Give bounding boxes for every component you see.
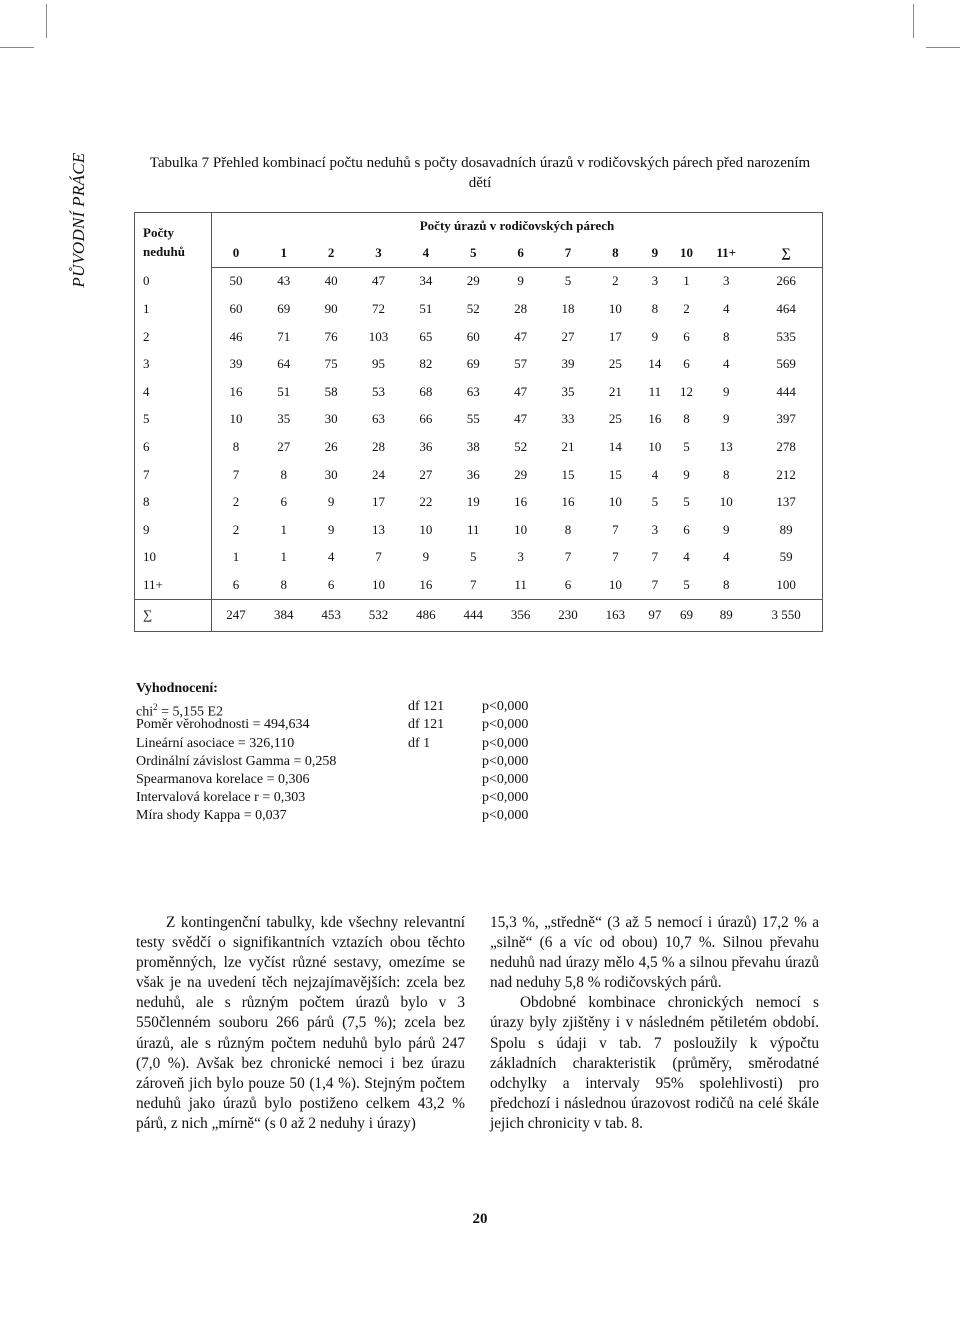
table-row <box>135 323 823 351</box>
table-cell: 29 <box>466 273 480 289</box>
table-cell: 47 <box>514 328 528 344</box>
stat-label: Ordinální závislost Gamma = 0,258 <box>136 753 337 769</box>
table-cell: 29 <box>514 466 528 482</box>
table-cell: 58 <box>324 383 338 399</box>
stat-df: df 1 <box>408 735 431 751</box>
table-cell: 6 <box>280 494 288 510</box>
table-cell: 89 <box>750 516 822 544</box>
table-cell: 10 <box>372 576 386 592</box>
table-cell: 10 <box>608 300 622 316</box>
table-cell: 11 <box>467 521 480 537</box>
table-cell: 18 <box>561 300 575 316</box>
table-row <box>135 378 823 406</box>
table-cell: 34 <box>419 273 433 289</box>
table-row <box>135 516 823 544</box>
table-cell: 11 <box>648 383 662 399</box>
column-header: 4 <box>402 239 449 267</box>
table-cell: 13 <box>719 438 733 454</box>
row-label: 6 <box>135 433 212 461</box>
stat-label: Poměr věrohodnosti = 494,634 <box>136 717 310 733</box>
table-cell: 4 <box>327 549 335 565</box>
table-cell: 68 <box>419 383 433 399</box>
table-cell: 51 <box>419 300 433 316</box>
row-header-line2: neduhů <box>143 244 185 260</box>
stat-label: Intervalová korelace r = 0,303 <box>136 790 306 806</box>
table-cell: 8 <box>722 576 730 592</box>
table-cell: 1 <box>212 544 261 572</box>
table-cell: 137 <box>750 488 822 516</box>
table-cell: 30 <box>324 411 338 427</box>
row-label: 2 <box>135 323 212 351</box>
table-cell: 7 <box>375 549 382 565</box>
table-cell: 3 550 <box>750 599 822 631</box>
table-cell: 27 <box>561 328 575 344</box>
table-cell: 36 <box>466 466 480 482</box>
table-cell: 7 <box>470 576 477 592</box>
table-cell: 10 <box>608 576 622 592</box>
table-cell: 97 <box>639 599 671 631</box>
table-cell: 60 <box>212 295 261 323</box>
table-cell: 38 <box>466 438 480 454</box>
table-cell: 4 <box>683 549 690 565</box>
evaluation-row <box>136 698 529 720</box>
table-cell: 10 <box>719 494 733 510</box>
column-header: 0 <box>212 239 261 267</box>
table-cell: 39 <box>561 356 575 372</box>
column-header: 8 <box>592 239 639 267</box>
table-row <box>135 295 823 323</box>
table-cell: 4 <box>651 466 659 482</box>
row-label: ∑ <box>135 599 212 631</box>
table-cell: 397 <box>750 406 822 434</box>
row-header-cell <box>135 213 212 268</box>
table-row <box>135 571 823 599</box>
table-row <box>135 488 823 516</box>
table-cell: 6 <box>564 576 572 592</box>
evaluation-title: Vyhodnocení: <box>136 681 218 696</box>
table-cell: 89 <box>702 599 750 631</box>
contingency-table <box>134 212 823 632</box>
table-cell: 47 <box>514 411 528 427</box>
row-label: 0 <box>135 267 212 295</box>
table-cell: 52 <box>514 438 528 454</box>
table-cell: 59 <box>750 544 822 572</box>
table-cell: 10 <box>419 521 433 537</box>
row-label: 1 <box>135 295 212 323</box>
table-cell: 8 <box>564 521 572 537</box>
table-cell: 163 <box>592 599 639 631</box>
table-cell: 39 <box>212 350 261 378</box>
stat-p: p<0,000 <box>482 735 529 751</box>
stat-p: p<0,000 <box>482 808 529 824</box>
table-row <box>135 544 823 572</box>
evaluation-row <box>136 789 529 807</box>
table-cell: 66 <box>419 411 433 427</box>
table-cell: 33 <box>561 411 575 427</box>
table-cell: 17 <box>608 328 622 344</box>
table-cell: 3 <box>651 273 659 289</box>
table-cell: 8 <box>651 300 659 316</box>
table-row <box>135 461 823 489</box>
text-column-right <box>490 913 819 1134</box>
table-cell: 569 <box>750 350 822 378</box>
table-cell: 14 <box>608 438 622 454</box>
table-cell: 2 <box>212 516 261 544</box>
table-row <box>135 406 823 434</box>
table-cell: 50 <box>212 267 261 295</box>
table-cell: 266 <box>750 267 822 295</box>
table-cell: 5 <box>470 549 477 565</box>
column-header: 7 <box>544 239 591 267</box>
row-label: 5 <box>135 406 212 434</box>
table-cell: 7 <box>564 549 572 565</box>
table-cell: 8 <box>212 433 261 461</box>
table-cell: 26 <box>324 438 338 454</box>
table-cell: 9 <box>722 383 730 399</box>
evaluation-row <box>136 716 529 734</box>
text-column-left <box>136 913 465 1134</box>
row-label: 11+ <box>135 571 212 599</box>
stat-df: df 121 <box>408 717 445 733</box>
table-cell: 10 <box>648 438 662 454</box>
table-cell: 25 <box>608 411 622 427</box>
table-cell: 9 <box>327 521 335 537</box>
table-cell: 7 <box>612 521 619 537</box>
table-cell: 4 <box>722 549 730 565</box>
page-number: 20 <box>472 1211 488 1227</box>
group-header: Počty úrazů v rodičovských párech <box>212 213 823 240</box>
table-cell: 9 <box>683 466 690 482</box>
table-row <box>135 267 823 295</box>
table-cell: 75 <box>324 356 338 372</box>
table-cell: 71 <box>277 328 291 344</box>
table-cell: 69 <box>466 356 480 372</box>
table-cell: 1 <box>280 521 288 537</box>
table-cell: 7 <box>651 576 659 592</box>
table-cell: 2 <box>612 273 619 289</box>
table-cell: 9 <box>651 328 659 344</box>
table-cell: 47 <box>372 273 386 289</box>
row-label: 9 <box>135 516 212 544</box>
table-cell: 5 <box>683 576 690 592</box>
table-cell: 76 <box>324 328 338 344</box>
stat-label: Lineární asociace = 326,110 <box>136 735 295 751</box>
table-cell: 6 <box>683 521 690 537</box>
table-cell: 28 <box>514 300 528 316</box>
table-cell: 4 <box>722 300 730 316</box>
column-header: 10 <box>671 239 703 267</box>
row-label: 10 <box>135 544 212 572</box>
table-cell: 9 <box>722 411 730 427</box>
column-header: ∑ <box>750 239 822 267</box>
table-cell: 8 <box>722 328 730 344</box>
table-cell: 40 <box>324 273 338 289</box>
table-cell: 356 <box>497 599 544 631</box>
table-cell: 6 <box>327 576 335 592</box>
stat-label: Spearmanova korelace = 0,306 <box>136 771 310 787</box>
table-cell: 69 <box>671 599 703 631</box>
table-cell: 5 <box>651 494 659 510</box>
crop-mark-top-right-h <box>926 47 960 48</box>
table-cell: 16 <box>419 576 433 592</box>
table-cell: 53 <box>372 383 386 399</box>
table-row <box>135 433 823 461</box>
table-cell: 444 <box>450 599 497 631</box>
stat-p: p<0,000 <box>482 699 529 715</box>
table-cell: 43 <box>277 273 291 289</box>
table-cell: 90 <box>324 300 338 316</box>
table-cell: 21 <box>608 383 622 399</box>
table-caption: Tabulka 7 Přehled kombinací počtu neduhů s počty dosavadních úrazů v rodičovských párech před narozením dětí <box>149 155 811 191</box>
table-cell: 28 <box>372 438 386 454</box>
table-row <box>135 350 823 378</box>
crop-mark-top-left-h <box>0 47 34 48</box>
body-paragraph: Z kontingenční tabulky, kde všechny relevantní testy svědčí o signifikantních vztazích obou těchto proměnných, lze vyčíst různé sestavy, omezíme se však je na uvedení těch nejzajímavějších: zcela bez neduhů, ale s různým počtem úrazů bylo v 3 550členném souboru 266 párů (7,5 %); zcela bez úrazů, ale s různým počtem neduhů bylo párů 247 (7,0 %). Avšak bez chronické nemoci i bez úrazu zároveň jich bylo pouze 50 (1,4 %). Stejným počtem neduhů jako úrazů bylo postiženo celkem 43,2 % párů, z nich „mírně“ (s 0 až 2 neduhy i úrazy) <box>136 914 465 1132</box>
table-cell: 16 <box>648 411 662 427</box>
table-cell: 14 <box>648 356 662 372</box>
table-cell: 35 <box>277 411 291 427</box>
column-header: 1 <box>260 239 307 267</box>
table-cell: 5 <box>564 273 572 289</box>
table-cell: 10 <box>212 406 261 434</box>
table-cell: 212 <box>750 461 822 489</box>
table-cell: 21 <box>561 438 575 454</box>
table-cell: 12 <box>679 383 693 399</box>
table-cell: 10 <box>608 494 622 510</box>
table-cell: 64 <box>277 356 291 372</box>
table-cell: 9 <box>422 549 430 565</box>
table-cell: 3 <box>651 521 659 537</box>
stat-p: p<0,000 <box>482 771 529 787</box>
column-header: 3 <box>355 239 402 267</box>
table-cell: 8 <box>280 576 288 592</box>
table-cell: 72 <box>372 300 386 316</box>
crop-mark-top-right <box>913 4 914 38</box>
table-cell: 25 <box>608 356 622 372</box>
stat-chi2: chi$^2$ = 5,155 E2 <box>136 702 224 720</box>
row-label: 7 <box>135 461 212 489</box>
table-cell: 17 <box>372 494 386 510</box>
table-cell: 57 <box>514 356 528 372</box>
evaluation-row <box>136 807 529 825</box>
table-cell: 384 <box>260 599 307 631</box>
table-cell: 4 <box>722 356 730 372</box>
table-cell: 8 <box>280 466 288 482</box>
table-cell: 278 <box>750 433 822 461</box>
evaluation-block <box>136 680 529 826</box>
table-cell: 464 <box>750 295 822 323</box>
row-header-line1: Počty <box>143 225 175 241</box>
table-cell: 6 <box>212 571 261 599</box>
table-cell: 13 <box>372 521 386 537</box>
table-cell: 46 <box>212 323 261 351</box>
table-cell: 6 <box>683 356 690 372</box>
table-cell: 16 <box>212 378 261 406</box>
table-cell: 453 <box>307 599 354 631</box>
column-header: 9 <box>639 239 671 267</box>
table-cell: 82 <box>419 356 433 372</box>
column-header: 5 <box>450 239 497 267</box>
table-cell: 2 <box>212 488 261 516</box>
table-cell: 52 <box>466 300 480 316</box>
table-cell: 1 <box>683 273 690 289</box>
table-cell: 230 <box>544 599 591 631</box>
table-cell: 100 <box>750 571 822 599</box>
table-cell: 7 <box>612 549 619 565</box>
table-cell: 247 <box>212 599 261 631</box>
body-paragraph: 15,3 %, „středně“ (3 až 5 nemocí i úrazů) 17,2 % a „silně“ (6 a víc od obou) 10,7 %. Silnou převahu neduhů nad úrazy mělo 4,5 % a silnou převahu úrazů nad neduhy 5,8 % rodičovských párů. <box>490 914 819 992</box>
table-cell: 8 <box>683 411 690 427</box>
table-cell: 15 <box>561 466 575 482</box>
table-cell: 486 <box>402 599 449 631</box>
row-label: 4 <box>135 378 212 406</box>
table-cell: 3 <box>517 549 524 565</box>
sum-row <box>135 599 823 631</box>
table-cell: 19 <box>466 494 480 510</box>
table-cell: 444 <box>750 378 822 406</box>
table-cell: 51 <box>277 383 291 399</box>
column-header: 2 <box>307 239 354 267</box>
stat-label: Míra shody Kappa = 0,037 <box>136 808 287 824</box>
table-cell: 1 <box>280 549 288 565</box>
table-cell: 63 <box>466 383 480 399</box>
table-cell: 6 <box>683 328 690 344</box>
column-header-row <box>135 239 823 267</box>
table-cell: 9 <box>722 521 730 537</box>
table-cell: 47 <box>514 383 528 399</box>
table-cell: 2 <box>683 300 690 316</box>
table-cell: 103 <box>368 328 389 344</box>
column-header: 11+ <box>702 239 750 267</box>
table-cell: 30 <box>324 466 338 482</box>
table-cell: 7 <box>212 461 261 489</box>
table-cell: 95 <box>372 356 386 372</box>
table-cell: 9 <box>327 494 335 510</box>
table-cell: 36 <box>419 438 433 454</box>
stat-p: p<0,000 <box>482 790 529 806</box>
table-cell: 35 <box>561 383 575 399</box>
row-label: 8 <box>135 488 212 516</box>
table-cell: 5 <box>683 438 690 454</box>
table-cell: 535 <box>750 323 822 351</box>
evaluation-row <box>136 753 529 771</box>
table-cell: 7 <box>651 549 659 565</box>
table-cell: 8 <box>722 466 730 482</box>
row-label: 3 <box>135 350 212 378</box>
stat-df: df 121 <box>408 699 445 715</box>
evaluation-row <box>136 735 529 753</box>
table-cell: 532 <box>355 599 402 631</box>
table-cell: 27 <box>277 438 291 454</box>
table-cell: 63 <box>372 411 386 427</box>
table-cell: 5 <box>683 494 690 510</box>
table-cell: 10 <box>514 521 528 537</box>
evaluation-row <box>136 771 529 789</box>
crop-mark-top-left <box>46 4 47 38</box>
table-cell: 27 <box>419 466 433 482</box>
table-cell: 24 <box>372 466 386 482</box>
stat-p: p<0,000 <box>482 717 529 733</box>
table-cell: 55 <box>466 411 480 427</box>
body-paragraph: Obdobné kombinace chronických nemocí s úrazy byly zjištěny i v následném pětiletém období. Spolu s údaji v tab. 7 posloužily k výpočtu základních charakteristik (průměry, směrodatné odchylky a intervaly 95% spolehlivosti) pro předchozí i následnou úrazovost rodičů na celé škále jejich chronicity v tab. 8. <box>490 994 819 1132</box>
side-label-text: PŮVODNÍ PRÁCE <box>69 152 88 288</box>
section-side-label <box>64 150 94 290</box>
table-cell: 22 <box>419 494 433 510</box>
table-cell: 16 <box>514 494 528 510</box>
table-cell: 65 <box>419 328 433 344</box>
column-header: 6 <box>497 239 544 267</box>
table-cell: 9 <box>517 273 524 289</box>
table-cell: 3 <box>722 273 730 289</box>
table-cell: 16 <box>561 494 575 510</box>
table-cell: 60 <box>466 328 480 344</box>
table-cell: 15 <box>608 466 622 482</box>
stat-p: p<0,000 <box>482 753 529 769</box>
table-cell: 69 <box>277 300 291 316</box>
table-cell: 11 <box>514 576 527 592</box>
